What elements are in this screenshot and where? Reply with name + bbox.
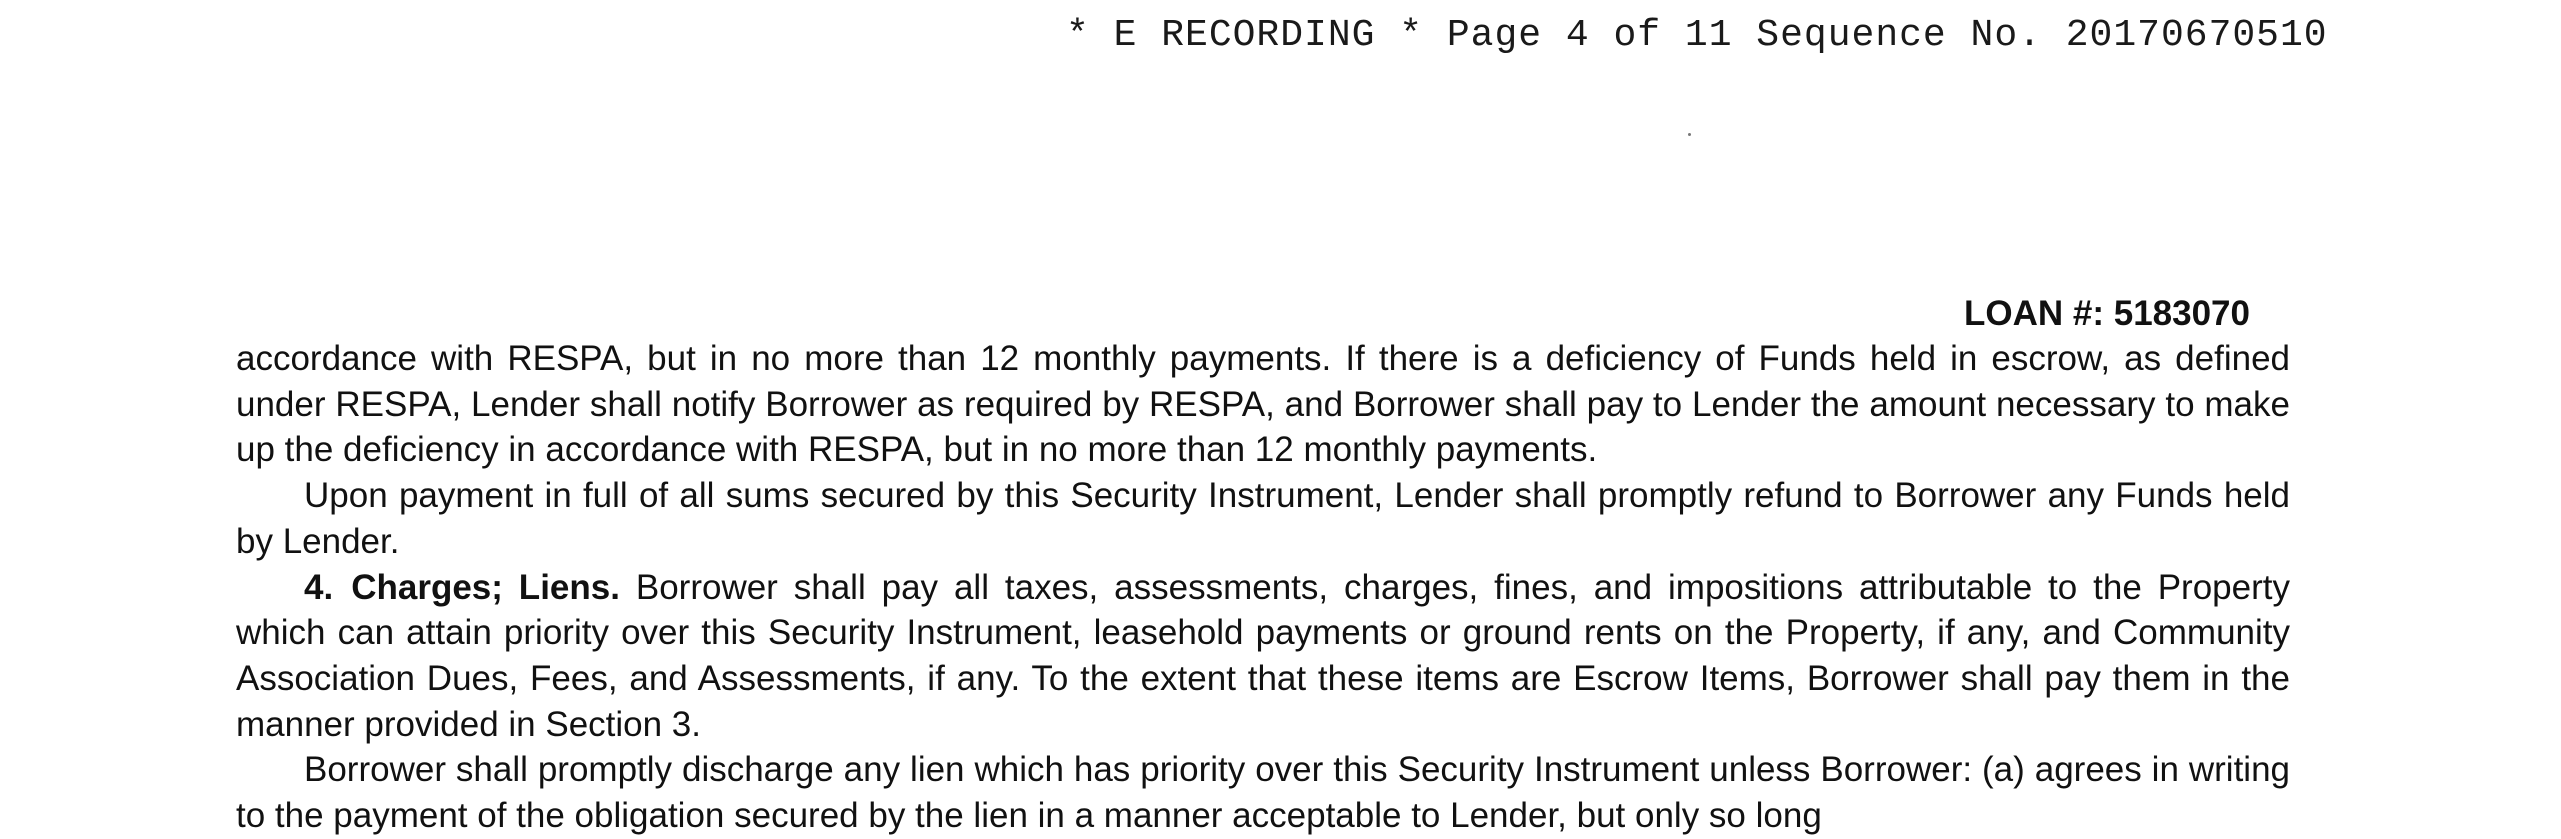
- recording-header: * E RECORDING * Page 4 of 11 Sequence No. 20170670510: [1066, 14, 2328, 57]
- document-body: [236, 336, 2290, 839]
- paragraph-refund-funds: Upon payment in full of all sums secured by this Security Instrument, Lender shall promptly refund to Borrower any Funds held by Lender.: [236, 476, 2290, 561]
- paragraph-discharge-lien: Borrower shall promptly discharge any lien which has priority over this Security Instrument unless Borrower: (a) agrees in writing to the payment of the obligation secured by the lien in a manner acceptable to Lender, but only so long: [236, 750, 2290, 836]
- loan-number-line: [1964, 292, 2250, 336]
- loan-number: 5183070: [2113, 294, 2250, 333]
- loan-label: LOAN #:: [1964, 294, 2104, 333]
- paragraph-escrow-deficiency: accordance with RESPA, but in no more than 12 monthly payments. If there is a deficiency of Funds held in escrow, as defined under RESPA, Lender shall notify Borrower as required by RESPA, and Borrower shall pay to Lender the amount necessary to make up the deficiency in accordance with RESPA, but in no more than 12 monthly payments.: [236, 339, 2290, 470]
- section-number: 4.: [304, 567, 334, 607]
- paragraph-charges-liens: [236, 565, 2290, 748]
- scan-speck: [1688, 133, 1691, 136]
- section-text: Borrower shall pay all taxes, assessments, charges, fines, and impositions attributable to the Property which can attain priority over this Security Instrument, leasehold payments or ground rents on the Property, if any, and Community Association Dues, Fees, and Assessments, if any. To the extent that these items are Escrow Items, Borrower shall pay them in the manner provided in Section 3.: [236, 567, 2290, 744]
- section-heading: Charges; Liens.: [351, 567, 620, 607]
